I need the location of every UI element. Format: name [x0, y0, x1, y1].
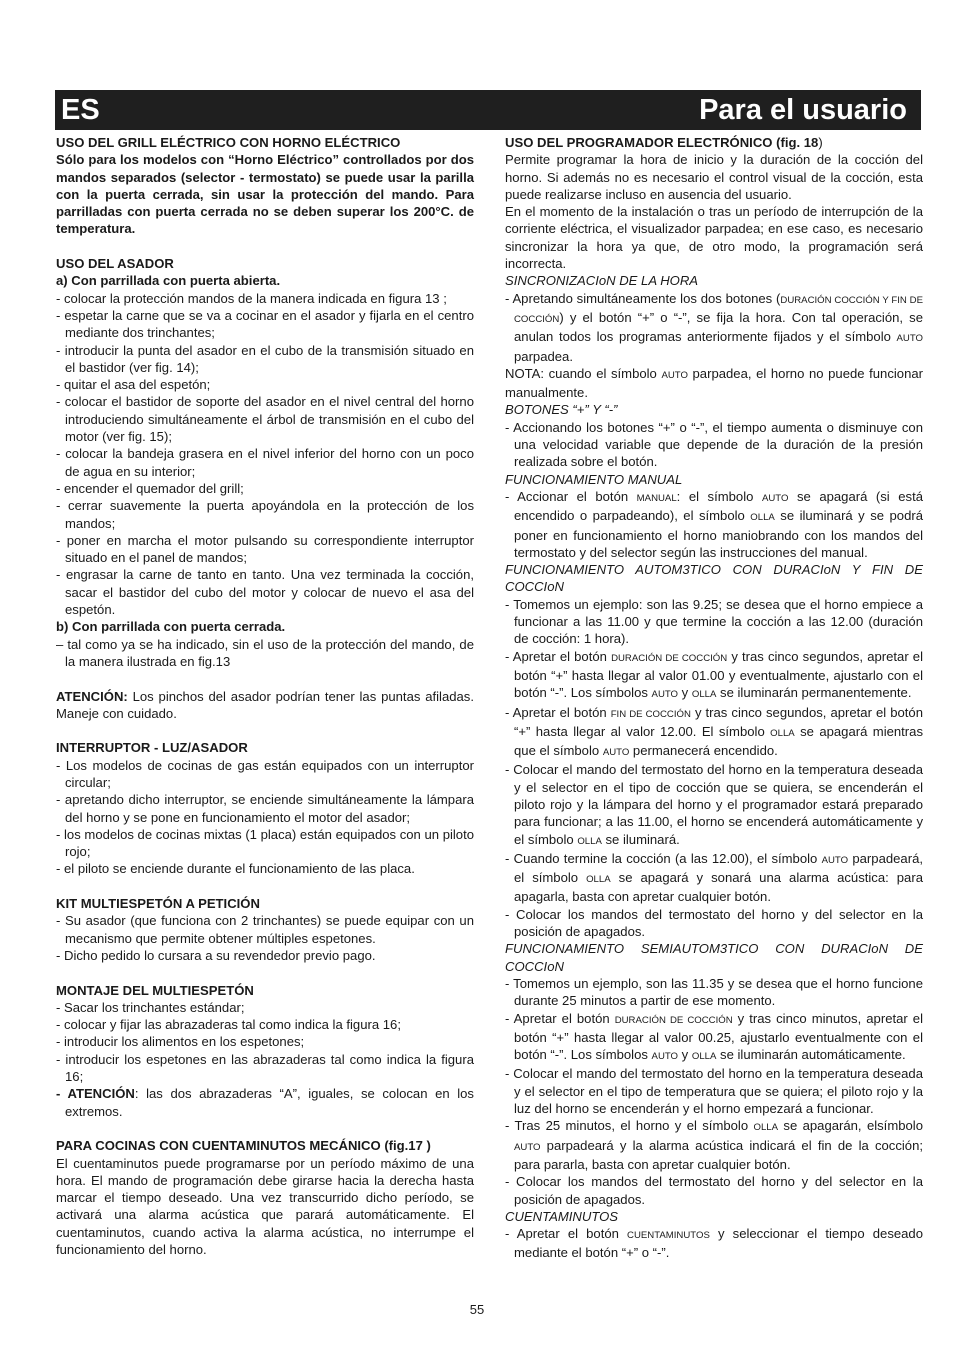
- list-item: - introducir la punta del asador en el cubo de la transmisión situado en el bastidor (ver fig. 14);: [56, 342, 474, 375]
- body-paragraph: El cuentaminutos puede programarse por un período máximo de una hora. El mando de programación debe girarse hacia la derecha hasta marcar el tiempo deseado. Una vez transcurrido dicho período, se activará una alarma acústica que parará automáticamente. El cuentaminutos, cuando activa la alarma acústica, no interrumpe el funcionamiento del horno.: [56, 1155, 474, 1257]
- grill-note: Sólo para los modelos con “Horno Eléctrico” controllados por dos mandos separados (selector - termostato) se puede usar la parilla con la puerta cerrada, sin usar la protección del mando. Para parrilladas con puerta cerrada no se deben superar los 200°C. de temperatura.: [56, 152, 474, 237]
- list-item: - encender el quemador del grill;: [56, 480, 244, 496]
- list-item: - Colocar los mandos del termostato del horno y del selector en la posición de apagados.: [505, 1174, 923, 1207]
- left-column: [56, 134, 474, 1258]
- list-item: - el piloto se enciende durante el funcionamiento de las placa.: [56, 861, 415, 877]
- list-item: - Apretar el botón DURACIÓN DE COCCIÓN y tras cinco segundos, apretar el botón “+” hasta llegar al valor 01.00 y eventualmente, ajustarlo con el botón “-”. Los símbolos AUTO y OLLA se iluminarán permanentemente.: [505, 648, 924, 701]
- list-item: – tal como ya se ha indicado, sin el uso de la protección del mando, de la manera ilustrada en fig.13: [56, 636, 474, 669]
- list-item: - Tomemos un ejemplo, son las 11.35 y se desea que el horno funcione durante 25 minutos a partir de ese momento.: [505, 975, 923, 1009]
- list-item: - Tras 25 minutos, el horno y el símbolo OLLA se apagarán, elsímbolo AUTO parpadeará y la alarma acústica indicará el fin de la cocción; para pararla, basta con apretar cualquier botón.: [505, 1118, 923, 1172]
- warning-label: ATENCIÓN:: [56, 688, 128, 704]
- list-item: - cerrar suavemente la puerta apoyándola en la protección de los mandos;: [56, 498, 474, 531]
- list-item: - Accionando los botones “+” o “-”, el tiempo aumenta o disminuye con una velocidad variable que depende de la duración de la presión realizada sobre el botón.: [505, 419, 923, 470]
- list-item: - colocar el bastidor de soporte del asador en el nivel central del horno introduciendo simultáneamente el árbol de transmisión en el cubo del motor (ver fig. 15);: [56, 394, 474, 445]
- list-item: - Colocar el mando del termostato del horno en la temperatura deseada y el selector en el tipo de cocción que se quiera, se encenderán el piloto rojo y la lámpara del horno y el programador estará preparado para funcionar; a las 11.00, el horno se encenderá automáticamente y el símbolo OLLA se iluminará.: [505, 762, 923, 847]
- list-item: - engrasar la carne de tanto en tanto. Una vez terminada la cocción, sacar el bastidor del cubo del motor y colocar de nuevo el asa del espetón.: [56, 567, 474, 618]
- list-item: - Colocar los mandos del termostato del horno y del selector en la posición de apagados.: [505, 906, 923, 940]
- list-item: - Apretar el botón CUENTAMINUTOS y seleccionar el tiempo deseado mediante el botón “+” o “-”.: [505, 1226, 923, 1261]
- warning-label: - ATENCIÓN: [56, 1086, 135, 1102]
- section-heading: INTERRUPTOR - LUZ/ASADOR: [56, 740, 248, 756]
- section-heading: MONTAJE DEL MULTIESPETÓN: [56, 982, 254, 998]
- page-title: Para el usuario: [699, 94, 907, 126]
- list-item: - Apretando simultáneamente los dos botones (DURACIÓN COCCIÓN Y FIN DE COCCIÓN) y el botón “+” o “-”, se fija la hora. Con tal operación, se anulan todos los programas anteriormente fijados y el símbolo AUTO parpadea.: [505, 290, 924, 364]
- subsection-heading: a) Con parrillada con puerta abierta.: [56, 273, 281, 289]
- list-item: - Colocar el mando del termostato del horno en la temperatura deseada y el selector en el tipo de temperatura que se quiera; el piloto rojo y la luz del horno se encenderán y el horno empezará a funcionar.: [505, 1066, 923, 1117]
- subsection-heading: BOTONES “+” Y “-”: [505, 402, 618, 418]
- section-heading: USO DEL GRILL ELÉCTRICO CON HORNO ELÉCTRICO: [56, 135, 401, 150]
- list-item: - colocar la protección mandos de la manera indicada en figura 13 ;: [56, 290, 447, 306]
- warning-text: Los pinchos del asador podrían tener las puntas afiladas. Maneje con cuidado.: [56, 688, 474, 721]
- subsection-heading: CUENTAMINUTOS: [505, 1208, 618, 1224]
- subsection-heading: b) Con parrillada con puerta cerrada.: [56, 619, 286, 635]
- list-item: - Cuando termine la cocción (a las 12.00), el símbolo AUTO parpadeará, el símbolo OLLA se apagará y sonará una alarma acústica: para apagarla, basta con apretar cualquier botón.: [505, 850, 923, 905]
- page-header: [55, 90, 921, 130]
- list-item: - quitar el asa del espetón;: [56, 377, 211, 393]
- warning-text: : las dos abrazaderas “A”, iguales, se colocan en los extremos.: [65, 1086, 474, 1119]
- subsection-heading: FUNCIONAMIENTO SEMIAUTOM3TICO CON DURACIoN DE COCCIoN: [505, 941, 923, 974]
- list-item: - Dicho pedido lo cursara a su revendedor previo pago.: [56, 947, 376, 963]
- section-heading-line: USO DEL PROGRAMADOR ELECTRÓNICO (fig. 18): [505, 135, 823, 150]
- list-item: - Accionar el botón MANUAL: el símbolo AUTO se apagará (si está encendido o parpadeando), el símbolo OLLA se iluminará y se podrá poner en funcionamiento el horno maniobrando con los mandos del termostato y del selector según las instrucciones del manual.: [505, 488, 924, 560]
- list-item: - Apretar el botón DURACIÓN DE COCCIÓN y tras cinco minutos, apretar el botón “+” hasta llegar al valor 00.25, ajustarlo eventualmente con el botón “-”. Los símbolos AUTO y OLLA se iluminarán automáticamente.: [505, 1010, 923, 1063]
- list-item: - introducir los alimentos en los espetones;: [56, 1034, 305, 1050]
- list-item: - colocar y fijar las abrazaderas tal como indica la figura 16;: [56, 1017, 401, 1033]
- language-code: ES: [61, 94, 100, 126]
- section-heading: USO DEL PROGRAMADOR ELECTRÓNICO (fig. 18: [505, 135, 819, 150]
- section-heading: PARA COCINAS CON CUENTAMINUTOS MECÁNICO (fig.17 ): [56, 1138, 431, 1154]
- list-item: - Su asador (que funciona con 2 trinchantes) se puede equipar con un mecanismo que permite obtener múltiples espetones.: [56, 913, 474, 946]
- list-item: - los modelos de cocinas mixtas (1 placa) están equipados con un piloto rojo;: [56, 826, 474, 860]
- page-number: 55: [469, 1302, 485, 1317]
- list-item: - Sacar los trinchantes estándar;: [56, 999, 245, 1015]
- note-paragraph: NOTA: cuando el símbolo AUTO parpadea, el horno no puede funcionar manualmente.: [505, 365, 923, 401]
- body-paragraph: En el momento de la instalación o tras un período de interrupción de la corriente eléctrica, el visualizador parpadea; en ese caso, es necesario sincronizar la hora ya que, de otro modo, la programación será incorrecta.: [505, 204, 923, 272]
- subsection-heading: SINCRONIZACIoN DE LA HORA: [505, 273, 699, 289]
- list-item: - Tomemos un ejemplo: son las 9.25; se desea que el horno empiece a funcionar a las 11.00 y que termine la cocción a las 12.00 (duración de cocción: 1 hora).: [505, 596, 923, 647]
- list-item: - Apretar el botón FIN DE COCCIÓN y tras cinco segundos, apretar el botón “+” hasta llegar al valor 12.00. El símbolo OLLA se apagará mientras que el símbolo AUTO permanecerá encendido.: [505, 704, 923, 759]
- list-item: - Los modelos de cocinas de gas están equipados con un interruptor circular;: [56, 757, 474, 790]
- subsection-heading: FUNCIONAMIENTO MANUAL: [505, 471, 683, 487]
- list-item: - introducir los espetones en las abrazaderas tal como indica la figura 16;: [56, 1051, 474, 1085]
- list-item: [56, 1085, 474, 1120]
- section-heading: KIT MULTIESPETÓN A PETICIÓN: [56, 896, 260, 912]
- list-item: - espetar la carne que se va a cocinar en el asador y fijarla en el centro mediante dos trinchantes;: [56, 307, 474, 341]
- subsection-heading: FUNCIONAMIENTO AUTOM3TICO CON DURACIoN Y FIN DE COCCIoN: [505, 562, 923, 595]
- section-heading: USO DEL ASADOR: [56, 256, 174, 272]
- body-paragraph: Permite programar la hora de inicio y la duración de la cocción del horno. Si además no es necesario el control visual de la cocción, esta puede realizarse incluso en ausencia del usuario.: [505, 152, 923, 202]
- warning-paragraph: [56, 688, 474, 723]
- right-column: [505, 134, 923, 1262]
- list-item: - poner en marcha el motor pulsando su correspondiente interruptor situado en el panel de mandos;: [56, 532, 474, 566]
- list-item: - colocar la bandeja grasera en el nivel inferior del horno con un poco de agua en su interior;: [56, 446, 474, 479]
- list-item: - apretando dicho interruptor, se enciende simultáneamente la lámpara del horno y se pone en funcionamiento el motor del asador;: [56, 792, 474, 825]
